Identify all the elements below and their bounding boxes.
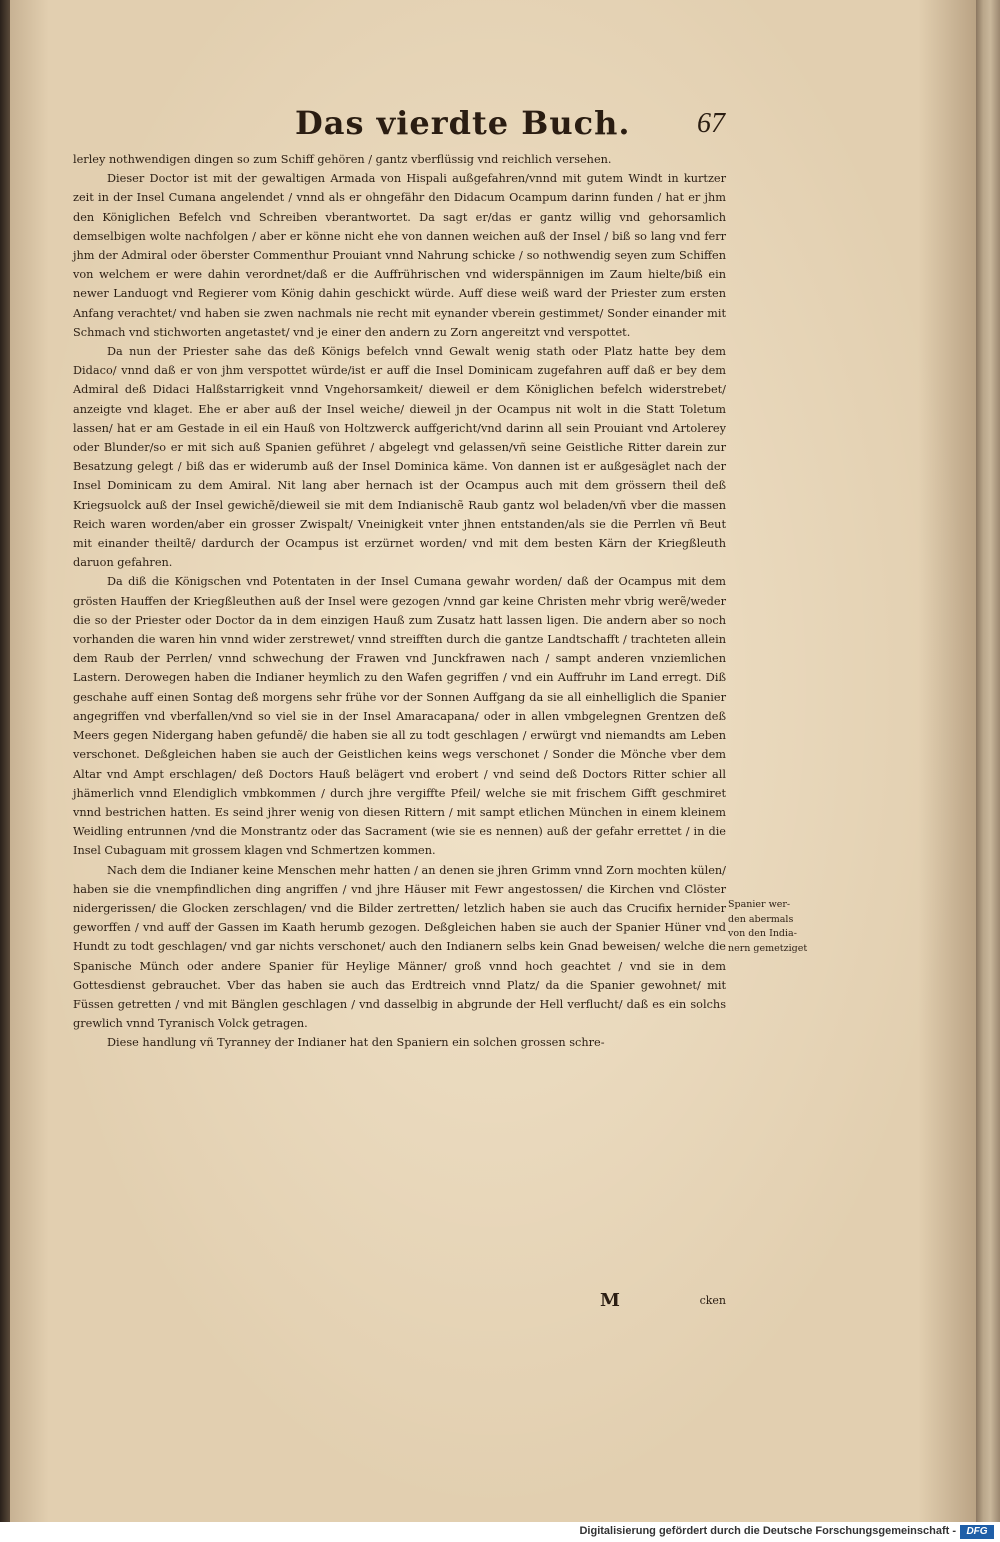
catchword: cken bbox=[699, 1294, 726, 1307]
scan-border-left bbox=[0, 0, 10, 1522]
footer-bar bbox=[0, 1522, 1000, 1542]
marginal-note-line: den abermals bbox=[728, 913, 794, 925]
paragraph: Dieser Doctor ist mit der gewaltigen Armada von Hispali außgefahren/vnnd mit gutem Windt in kurtzer zeit in der Insel Cumana angelendet / vnnd als er ohngefähr den Didacum Ocampum darinn funden / hat er jhm den Königlichen Befelch vnd Schreiben vberantwortet. Da sagt er/das er gantz willig vnd gehorsamlich demselbigen wolte nachfolgen / aber er könne nicht ehe von dannen weichen auß der Insel / biß so lang vnd ferr jhm der Admiral oder öberster Commenthur Prouiant vnnd Nahrung schicke / so nothwendig seyen zum Schiffen von welchem er were dahin verordnet/daß er die Auffrührischen vnd widerspännigen im Zaum hielte/biß ein newer Landuogt vnd Regierer vom König dahin geschickt würde. Auff diese weiß ward der Priester zum ersten Anfang verachtet/ vnd haben sie zwen nachmals nie recht mit eynander vberein gestimmet/ Sonder einander mit Schmach vnd stichworten angetastet/ vnd je einer den andern zu Zorn angereitzt vnd verspottet. bbox=[73, 172, 726, 339]
page-header bbox=[295, 104, 725, 154]
catchline bbox=[600, 1290, 726, 1312]
page-edge bbox=[976, 0, 1000, 1522]
signature-mark: M bbox=[600, 1290, 620, 1311]
dfg-logo: DFG bbox=[960, 1525, 994, 1539]
main-text-block bbox=[73, 150, 726, 1053]
page-number: 67 bbox=[697, 108, 725, 139]
paragraph: Da diß die Königschen vnd Potentaten in der Insel Cumana gewahr worden/ daß der Ocampus mit dem grösten Hauffen der Kriegßleuthen auß der Insel were gezogen /vnnd gar keine Christen mehr vbrig werẽ/weder die so der Priester oder Doctor da in dem einzigen Hauß zum Zusatz hatt lassen ligen. Die andern aber so noch vorhanden die waren hin vnnd wider zerstrewet/ vnnd streifften durch die gantze Landtschafft / trachteten allein dem Raub der Perrlen/ vnnd schwechung der Frawen vnd Junckfrawen nach / sampt anderen vnziemlichen Lastern. Derowegen haben die Indianer heymlich zu den Wafen gegriffen / vnd ein Auffruhr im Land erregt. Diß geschahe auff einen Sontag deß morgens sehr frühe vor der Sonnen Auffgang da sie all einhelliglich die Spanier angegriffen vnd vberfallen/vnd so viel sie in der Insel Amaracapana/ oder in allen vmbgelegnen Grentzen deß Meers gegen Nidergang haben gefundẽ/ die haben sie all zu todt geschlagen / erwürgt vnd niemandts am Leben verschonet. Deßgleichen haben sie auch der Geistlichen keins wegs verschonet / Sonder die Mönche vber dem Altar vnd Ampt erschlagen/ deß Doctors Hauß belägert vnd erobert / vnd seind deß Doctors Ritter schier all jhämerlich vnnd Elendiglich vmbkommen / durch jhre vergiffte Pfeil/ welche sie mit frischem Gifft geschmiret vnnd bestrichen hatten. Es seind jhrer wenig von diesen Rittern / mit sampt etlichen München in einem kleinem Weidling entrunnen /vnd die Monstrantz oder das Sacrament (wie sie es nennen) auß der gefahr errettet / in die Insel Cubaguam mit grossem klagen vnd Schmertzen kommen. bbox=[73, 575, 726, 858]
marginal-note-line: nern gemetziget bbox=[728, 942, 808, 954]
paragraph: Nach dem die Indianer keine Menschen mehr hatten / an denen sie jhren Grimm vnnd Zorn mochten külen/ haben sie die vnempfindlichen ding angriffen / vnd jhre Häuser mit Fewr angestossen/ die Kirchen vnd Clöster nidergerissen/ die Glocken zerschlagen/ vnd die Bilder zertretten/ letzlich haben sie auch das Crucifix hernider geworffen / vnd auff der Gassen im Kaath herumb gezogen. Deßgleichen haben sie auch der Spanier Hüner vnd Hundt zu todt geschlagen/ vnd gar nichts verschonet/ auch den Indianern selbs kein Gnad beweisen/ welche die Spanische Münch oder andere Spanier für Heylige Männer/ groß vnnd hoch geachtet / vnd sie in dem Gottesdienst gebrauchet. Vber das haben sie auch das Erdtreich vnnd Platz/ da die Spanier gewohnet/ mit Füssen getretten / vnd mit Bänglen geschlagen / vnd dasselbig in abgrunde der Hell verflucht/ daß es ein solchs grewlich vnnd Tyranisch Volck getragen. bbox=[73, 863, 726, 1031]
paragraph: Diese handlung vñ Tyranney der Indianer hat den Spaniern ein solchen grossen schre- bbox=[107, 1036, 605, 1050]
paragraph: Da nun der Priester sahe das deß Königs befelch vnnd Gewalt wenig stath oder Platz hatte bey dem Didaco/ vnnd daß er von jhm verspottet würde/ist er auff die Insel Dominicam zugefahren auff daß er bey dem Admiral deß Didaci Halßstarrigkeit vnnd Vngehorsamkeit/ dieweil er dem Königlichen befelch widerstrebet/ anzeigte vnd klaget. Ehe er aber auß der Insel weiche/ dieweil jn der Ocampus nit wolt in die Statt Toletum lassen/ hat er am Gestade in eil ein Hauß von Holtzwerck auffgericht/vnd darinn all sein Prouiant vnd Artolerey oder Blunder/so er mit sich auß Spanien geführet / abgelegt vnd gelassen/vñ seine Geistliche Ritter darein zur Besatzung gelegt / biß das er widerumb auß der Insel Dominica käme. Von dannen ist er außgesäglet nach der Insel Dominicam zu dem Amiral. Nit lang aber hernach ist der Ocampus auch mit dem grössern theil deß Kriegsuolck auß der Insel gewichẽ/dieweil sie mit dem Indianischẽ Raub gantz wol beladen/vñ vber die massen Reich waren worden/aber ein grosser Zwispalt/ Vneinigkeit vnter jhnen entstanden/als sie die Perrlen vñ Beut mit einander theiltẽ/ dardurch der Ocampus ist erzürnet worden/ vnd mit dem besten Kärn der Kriegßleuth daruon gefahren. bbox=[73, 345, 726, 570]
marginal-note bbox=[728, 898, 822, 956]
funding-notice: Digitalisierung gefördert durch die Deutsche Forschungsgemeinschaft - bbox=[579, 1525, 956, 1537]
running-title: Das vierdte Buch. bbox=[295, 104, 631, 142]
book-page bbox=[10, 0, 976, 1522]
marginal-note-line: Spanier wer- bbox=[728, 899, 791, 910]
paragraph: lerley nothwendigen dingen so zum Schiff gehören / gantz vberflüssig vnd reichlich versehen. bbox=[73, 153, 612, 166]
marginal-note-line: von den India- bbox=[728, 928, 797, 939]
